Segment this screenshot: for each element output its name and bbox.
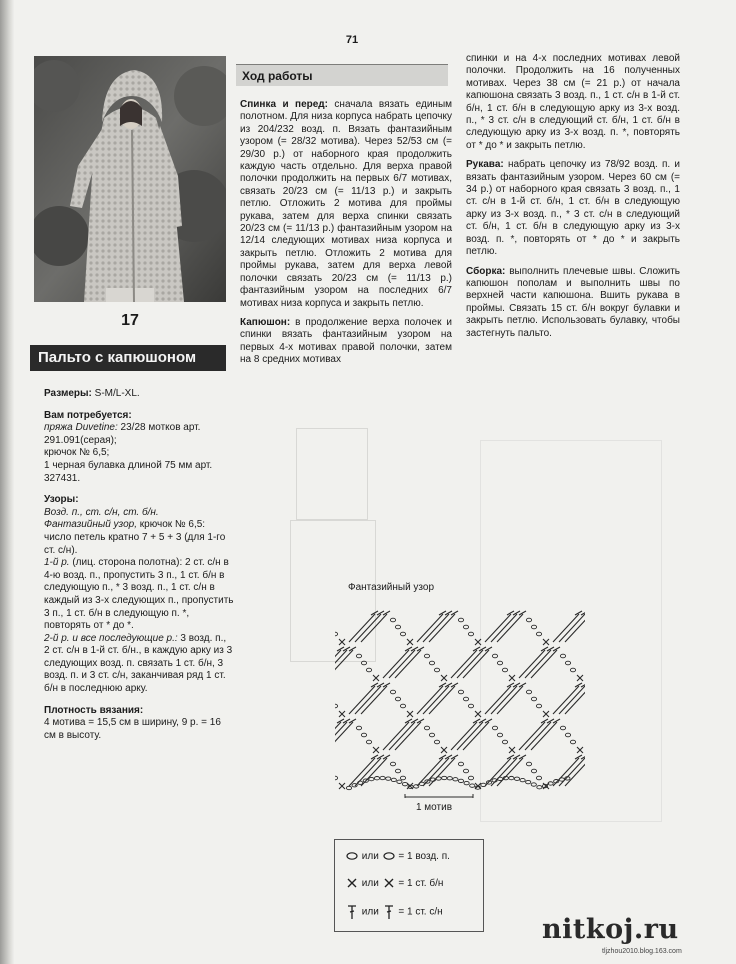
single-crochet-x-icon bbox=[345, 878, 359, 888]
stitch-double-crochet bbox=[497, 614, 523, 642]
stitch-single-crochet bbox=[543, 711, 549, 717]
foundation-chain bbox=[402, 782, 407, 785]
stitch-single-crochet bbox=[441, 675, 447, 681]
stitch-chain bbox=[560, 726, 565, 730]
stitch-single-crochet bbox=[373, 675, 379, 681]
stitch-double-crochet bbox=[553, 758, 579, 786]
stitch-double-crochet bbox=[423, 614, 449, 642]
stitch-chain bbox=[458, 762, 463, 766]
stitch-chain bbox=[531, 769, 536, 773]
stitch-chain bbox=[395, 697, 400, 701]
stitch-double-crochet bbox=[519, 722, 545, 750]
stitch-chain bbox=[463, 769, 468, 773]
stitch-single-crochet bbox=[407, 711, 413, 717]
stitch-chain bbox=[492, 726, 497, 730]
stitch-chain bbox=[536, 704, 541, 708]
motif-label: 1 мотив bbox=[415, 802, 453, 813]
stitch-single-crochet bbox=[475, 711, 481, 717]
foundation-chain bbox=[386, 777, 391, 780]
stitch-double-crochet bbox=[383, 722, 409, 750]
chain-oval-icon bbox=[382, 851, 396, 861]
stitch-double-crochet bbox=[361, 758, 387, 786]
stitch-single-crochet bbox=[339, 783, 345, 789]
stitch-double-crochet bbox=[559, 758, 585, 786]
stitch-single-crochet bbox=[339, 639, 345, 645]
density-text: 4 мотива = 15,5 см в ширину, 9 р. = 16 см в высоту. bbox=[44, 717, 221, 741]
foundation-chain bbox=[537, 786, 542, 789]
stitch-single-crochet bbox=[577, 747, 583, 753]
stitch-double-crochet bbox=[429, 614, 455, 642]
middle-column bbox=[240, 99, 452, 374]
materials-label: Вам потребуется: bbox=[44, 409, 132, 421]
stitch-chain bbox=[497, 661, 502, 665]
stitch-double-crochet bbox=[491, 686, 517, 714]
stitch-double-crochet bbox=[423, 758, 449, 786]
right-column bbox=[466, 53, 680, 347]
foundation-chain bbox=[464, 781, 469, 784]
pattern-item: Возд. п., ст. с/н, ст. б/н. bbox=[44, 506, 159, 518]
foundation-chain bbox=[436, 777, 441, 780]
stitch-chain bbox=[531, 625, 536, 629]
stitch-double-crochet bbox=[355, 686, 381, 714]
stitch-single-crochet bbox=[509, 747, 515, 753]
stitch-chain bbox=[361, 661, 366, 665]
stitch-double-crochet bbox=[389, 650, 415, 678]
single-crochet-x-icon bbox=[382, 878, 396, 888]
foundation-chain bbox=[520, 778, 525, 781]
stitch-chain bbox=[492, 654, 497, 658]
stitch-chain bbox=[570, 740, 575, 744]
foundation-chain bbox=[380, 776, 385, 779]
stitch-single-crochet bbox=[475, 639, 481, 645]
stitch-double-crochet bbox=[497, 758, 523, 786]
stitch-chain bbox=[531, 697, 536, 701]
double-crochet-t-icon bbox=[382, 904, 396, 920]
paragraph-sleeves: Рукава: набрать цепочку из 78/92 возд. п. и вязать фантазийным узором. Через 60 см (= 34 р.) от наборного края связать 3 возд. п., 1 ст. с/н в 1-й ст. б/н, 1 ст. б/н в следующую арку из 3-х возд. п., * 3 ст. с/н в следующий ст. б/н, 1 ст. б/н в следующую арку из 3-х возд. п. *, повторять от * до * и закрыть петлю. bbox=[466, 159, 680, 258]
stitch-double-crochet bbox=[531, 722, 557, 750]
stitch-double-crochet bbox=[463, 722, 489, 750]
stitch-chain bbox=[335, 704, 338, 708]
stitch-chain bbox=[458, 618, 463, 622]
foundation-chain bbox=[509, 776, 514, 779]
stitch-chain bbox=[434, 740, 439, 744]
foundation-chain bbox=[498, 777, 503, 780]
stitch-double-crochet bbox=[457, 722, 483, 750]
material-item: 1 черная булавка длиной 75 мм арт. 327431. bbox=[44, 459, 213, 484]
stitch-double-crochet bbox=[389, 722, 415, 750]
stitch-double-crochet bbox=[485, 614, 511, 642]
page-number: 71 bbox=[345, 34, 359, 46]
stitch-chain bbox=[502, 668, 507, 672]
stitch-single-crochet bbox=[441, 747, 447, 753]
stitch-chain bbox=[356, 654, 361, 658]
stitch-single-crochet bbox=[509, 675, 515, 681]
foundation-chain bbox=[481, 783, 486, 786]
stitch-chain bbox=[497, 733, 502, 737]
stitch-chain bbox=[400, 704, 405, 708]
foundation-chain bbox=[414, 785, 419, 788]
foundation-chain bbox=[369, 777, 374, 780]
foundation-chain bbox=[526, 780, 531, 783]
stitch-chain bbox=[570, 668, 575, 672]
stitch-double-crochet bbox=[485, 686, 511, 714]
coat-photo bbox=[34, 56, 226, 302]
stitch-double-crochet bbox=[423, 686, 449, 714]
stitch-double-crochet bbox=[531, 650, 557, 678]
sizes-label: Размеры: bbox=[44, 388, 92, 399]
stitch-chain bbox=[526, 690, 531, 694]
stitch-chain bbox=[458, 690, 463, 694]
stitch-double-crochet bbox=[361, 614, 387, 642]
stitch-chain bbox=[560, 654, 565, 658]
stitch-chain bbox=[463, 625, 468, 629]
stitch-chain bbox=[395, 769, 400, 773]
stitch-single-crochet bbox=[339, 711, 345, 717]
legend-row-single-crochet: или = 1 ст. б/н bbox=[345, 877, 443, 891]
stitch-double-crochet bbox=[395, 722, 421, 750]
stitch-chain bbox=[335, 776, 338, 780]
stitch-chain bbox=[424, 726, 429, 730]
paragraph-hood-continued: спинки и на 4-х последних мотивах левой полочки. Продолжить на 16 полученных мотивах. Через 38 см (= 21 р.) от начала капюшона связать 3 возд. п., 1 ст. с/н в 1-й ст. б/н, 1 ст. б/н в следующую арку из 3-х возд. п., * 3 ст. с/н в следующий ст. б/н, 1 ст. б/н в следующую арку из 3-х возд. п. *, повторять от * до * и закрыть петлю. bbox=[466, 53, 680, 151]
crochet-chart-drawing bbox=[335, 598, 585, 798]
foundation-chain bbox=[374, 776, 379, 779]
stitch-chain bbox=[390, 762, 395, 766]
paragraph-assembly: Сборка: выполнить плечевые швы. Сложить капюшон пополам и выполнить швы по верхней части капюшона. Вшить рукава в проймы. Связать 15 ст. б/н вокруг булавки и закрыть петлю. Использовать булавку, чтобы застегнуть пальто. bbox=[466, 265, 680, 339]
stitch-chain bbox=[434, 668, 439, 672]
legend-row-double-crochet: или = 1 ст. с/н bbox=[345, 904, 443, 918]
stitch-chain bbox=[400, 632, 405, 636]
stitch-chain bbox=[335, 632, 338, 636]
density-label: Плотность вязания: bbox=[44, 704, 144, 716]
foundation-chain bbox=[470, 784, 475, 787]
stitch-chain bbox=[424, 654, 429, 658]
pattern-title: Пальто с капюшоном bbox=[30, 345, 226, 371]
stitch-double-crochet bbox=[497, 686, 523, 714]
foundation-chain bbox=[346, 786, 351, 789]
foundation-chain bbox=[458, 779, 463, 782]
stitch-chain bbox=[390, 618, 395, 622]
stitch-double-crochet bbox=[525, 722, 551, 750]
stitch-double-crochet bbox=[361, 686, 387, 714]
stitch-chain bbox=[468, 632, 473, 636]
stitch-chain bbox=[536, 776, 541, 780]
stitch-chain bbox=[526, 762, 531, 766]
stitch-chain bbox=[429, 733, 434, 737]
stitch-double-crochet bbox=[395, 650, 421, 678]
stitch-chain bbox=[565, 733, 570, 737]
sizes-line bbox=[44, 388, 234, 401]
blog-credit: tljzhou2010.blog.163.com bbox=[602, 948, 682, 955]
stitch-chain bbox=[400, 776, 405, 780]
book-gutter-shadow bbox=[0, 0, 14, 964]
stitch-double-crochet bbox=[349, 614, 375, 642]
legend-row-chain: или = 1 возд. п. bbox=[345, 850, 450, 864]
crochet-chart bbox=[335, 598, 585, 798]
stitch-double-crochet bbox=[417, 614, 443, 642]
stitch-chain bbox=[390, 690, 395, 694]
pattern-item: Фантазийный узор, крючок № 6,5: число петель кратно 7 + 5 + 3 (для 1-го ст. с/н). bbox=[44, 519, 226, 556]
stitch-double-crochet bbox=[525, 650, 551, 678]
patterns-label: Узоры: bbox=[44, 494, 79, 506]
left-column bbox=[44, 388, 234, 742]
stitch-chain bbox=[429, 661, 434, 665]
stitch-single-crochet bbox=[373, 747, 379, 753]
site-watermark: nitkoj.ru bbox=[542, 914, 679, 945]
pattern-item: 2-й р. и все последующие р.: 3 возд. п., 2 ст. с/н в 1-й ст. б/н., в каждую арку из 3 следующих возд. п. связать 1 ст. б/н, 3 возд. п. и 3 ст. с/н, заканчивая ряд 1 ст. б/н в последнюю арку. bbox=[44, 632, 233, 695]
stitch-chain bbox=[361, 733, 366, 737]
stitch-double-crochet bbox=[559, 686, 585, 714]
stitch-double-crochet bbox=[553, 686, 579, 714]
sizes-value: S-M/L-XL. bbox=[91, 388, 140, 399]
stitch-double-crochet bbox=[349, 686, 375, 714]
material-item: крючок № 6,5; bbox=[44, 447, 110, 459]
foundation-chain bbox=[442, 776, 447, 779]
diagram-title: Фантазийный узор bbox=[348, 582, 435, 593]
stitch-single-crochet bbox=[577, 675, 583, 681]
paragraph-hood: Капюшон: в продолжение верха полочек и спинки вязать фантазийным узором на первых 4-х мотивах правой полочки, затем на 8 средних мотивах bbox=[240, 316, 452, 366]
stitch-chain bbox=[502, 740, 507, 744]
stitch-chain bbox=[366, 740, 371, 744]
stitch-double-crochet bbox=[383, 650, 409, 678]
double-crochet-t-icon bbox=[345, 904, 359, 920]
foundation-chain bbox=[447, 777, 452, 780]
pattern-item: 1-й р. (лиц. сторона полотна): 2 ст. с/н в 4-ю возд. п., пропустить 3 п., 1 ст. б/н в следующую п., * 3 возд. п., 1 ст. с/н в каждый из 3-х следующих п., пропустить 3 п., 1 ст. б/н в следующую п. *, повторять от * до *. bbox=[44, 557, 234, 632]
stitch-double-crochet bbox=[519, 650, 545, 678]
stitch-single-crochet bbox=[543, 639, 549, 645]
stitch-double-crochet bbox=[355, 614, 381, 642]
stitch-chain bbox=[468, 776, 473, 780]
bleed-through-mark bbox=[296, 428, 368, 520]
stitch-double-crochet bbox=[417, 686, 443, 714]
stitch-double-crochet bbox=[463, 650, 489, 678]
foundation-chain bbox=[397, 780, 402, 783]
stitch-chain bbox=[366, 668, 371, 672]
stitch-double-crochet bbox=[451, 650, 477, 678]
stitch-chain bbox=[463, 697, 468, 701]
foundation-chain bbox=[419, 782, 424, 785]
stitch-chain bbox=[536, 632, 541, 636]
stitch-double-crochet bbox=[485, 758, 511, 786]
stitch-single-crochet bbox=[407, 639, 413, 645]
material-item: пряжа Duvetine: 23/28 мотков арт. 291.091(серая); bbox=[44, 422, 201, 446]
foundation-chain bbox=[531, 783, 536, 786]
stitch-double-crochet bbox=[451, 722, 477, 750]
stitch-double-crochet bbox=[491, 614, 517, 642]
symbol-legend bbox=[334, 839, 484, 932]
stitch-double-crochet bbox=[457, 650, 483, 678]
stitch-double-crochet bbox=[553, 614, 579, 642]
stitch-double-crochet bbox=[559, 614, 585, 642]
pattern-number: 17 bbox=[121, 312, 139, 329]
foundation-chain bbox=[352, 784, 357, 787]
foundation-chain bbox=[391, 778, 396, 781]
paragraph-body: Спинка и перед: сначала вязать единым полотном. Для низа корпуса набрать цепочку из 204/232 возд. п. Вязать фантазийным узором (= 28/32 мотива). Через 52/53 см (= 29/30 р.) от наборного края продолжить каждую часть отдельно. Для верха правой полочки продолжить на первых 6/7 мотивах, связать 20/23 см (= 11/13 р.) и закрыть петлю. Отложить 2 мотива для проймы рукава, затем для верха спинки связать 20/23 см (= 11/13 р.) фантазийным узором на 12/14 следующих мотивах низа корпуса и закрыть петлю. Отложить 2 мотива для проймы рукава, затем для верха левой полочки связать 20/23 см (= 11/13 р.) фантазийным узором на последних 6/7 мотивах низа корпуса и закрыть петлю. bbox=[240, 99, 452, 309]
stitch-chain bbox=[468, 704, 473, 708]
stitch-double-crochet bbox=[429, 686, 455, 714]
stitch-chain bbox=[395, 625, 400, 629]
stitch-chain bbox=[356, 726, 361, 730]
chain-oval-icon bbox=[345, 851, 359, 861]
foundation-chain bbox=[453, 778, 458, 781]
foundation-chain bbox=[559, 778, 564, 781]
stitch-chain bbox=[565, 661, 570, 665]
section-title-work: Ход работы bbox=[236, 64, 448, 86]
stitch-chain bbox=[526, 618, 531, 622]
foundation-chain bbox=[514, 777, 519, 780]
